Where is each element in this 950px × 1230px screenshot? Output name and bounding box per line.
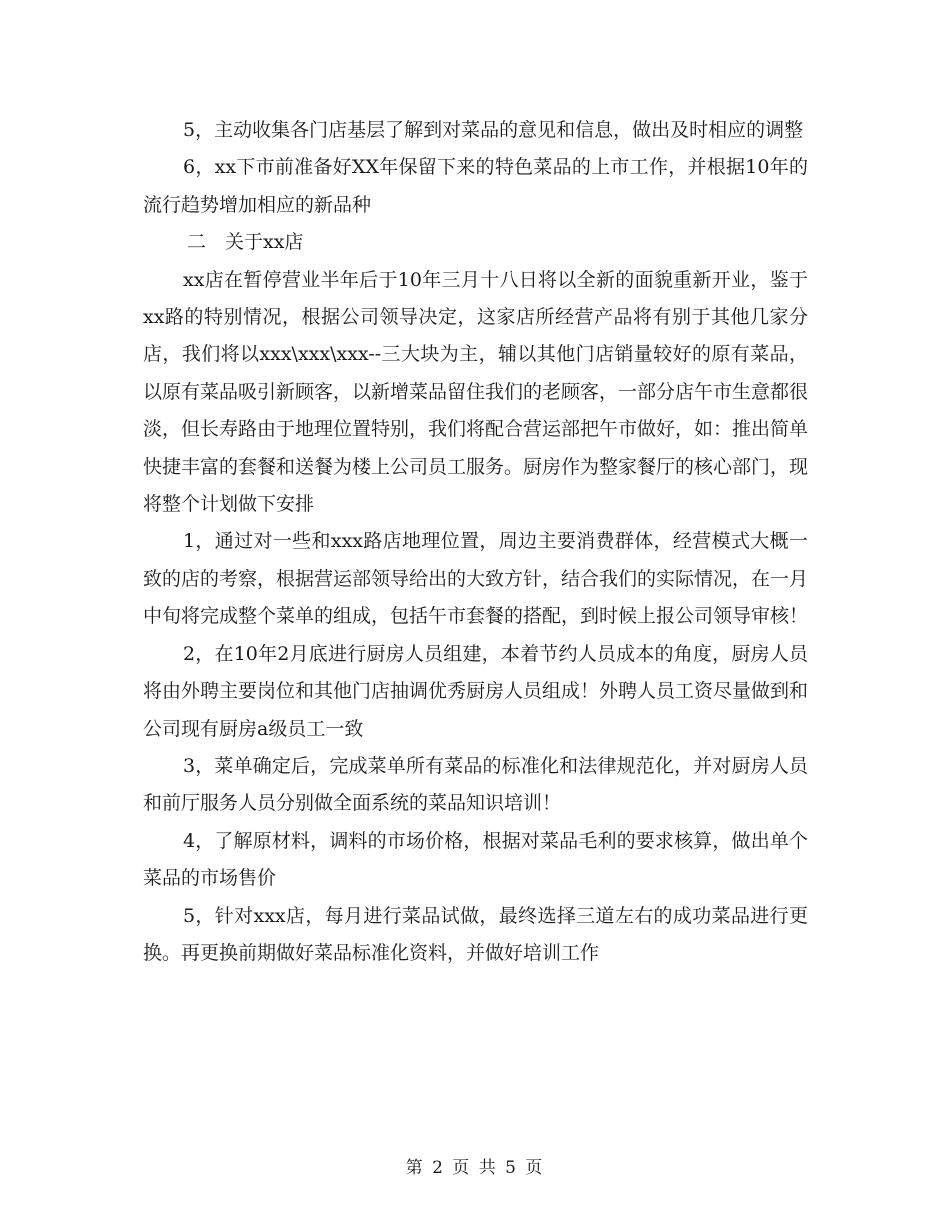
paragraph-plan-3: 3，菜单确定后，完成菜单所有菜品的标准化和法律规范化，并对厨房人员和前厅服务人员分别做全面系统的菜品知识培训！ <box>143 754 808 815</box>
document-body <box>143 112 808 972</box>
paragraph-plan-2: 2，在10年2月底进行厨房人员组建，本着节约人员成本的角度，厨房人员将由外聘主要岗位和其他门店抽调优秀厨房人员组成！外聘人员工资尽量做到和公司现有厨房a级员工一致 <box>143 642 809 740</box>
paragraph-plan-5: 5，针对xxx店，每月进行菜品试做，最终选择三道左右的成功菜品进行更换。再更换前期做好菜品标准化资料，并做好培训工作 <box>143 904 808 964</box>
page-number-footer: 第 2 页 共 5 页 <box>405 1158 545 1178</box>
paragraph-store-intro: xx店在暂停营业半年后于10年三月十八日将以全新的面貌重新开业，鉴于xx路的特别情况，根据公司领导决定，这家店所经营产品将有别于其他几家分店，我们将以xxx\xxx\xxx--三大块为主，辅以其他门店销量较好的原有菜品，以原有菜品吸引新顾客，以新增菜品留住我们的老顾客，一部分店午市生意都很淡，但长寿路由于地理位置特别，我们将配合营运部把午市做好，如：推出简单快捷丰富的套餐和送餐为楼上公司员工服务。厨房作为整家餐厅的核心部门，现将整个计划做下安排 <box>143 268 809 516</box>
section-heading-store: 二 关于xx店 <box>187 231 304 254</box>
paragraph-plan-1: 1，通过对一些和xxx路店地理位置，周边主要消费群体，经营模式大概一致的店的考察，根据营运部领导给出的大致方针，结合我们的实际情况，在一月中旬将完成整个菜单的组成，包括午市套餐的搭配，到时候上报公司领导审核！ <box>143 530 809 628</box>
paragraph-item-6-new-dishes: 6，xx下市前准备好XX年保留下来的特色菜品的上市工作，并根据10年的流行趋势增加相应的新品种 <box>143 156 808 216</box>
paragraph-item-5-adjust: 5，主动收集各门店基层了解到对菜品的意见和信息，做出及时相应的调整 <box>183 119 804 141</box>
paragraph-plan-4: 4，了解原材料，调料的市场价格，根据对菜品毛利的要求核算，做出单个菜品的市场售价 <box>143 829 808 890</box>
